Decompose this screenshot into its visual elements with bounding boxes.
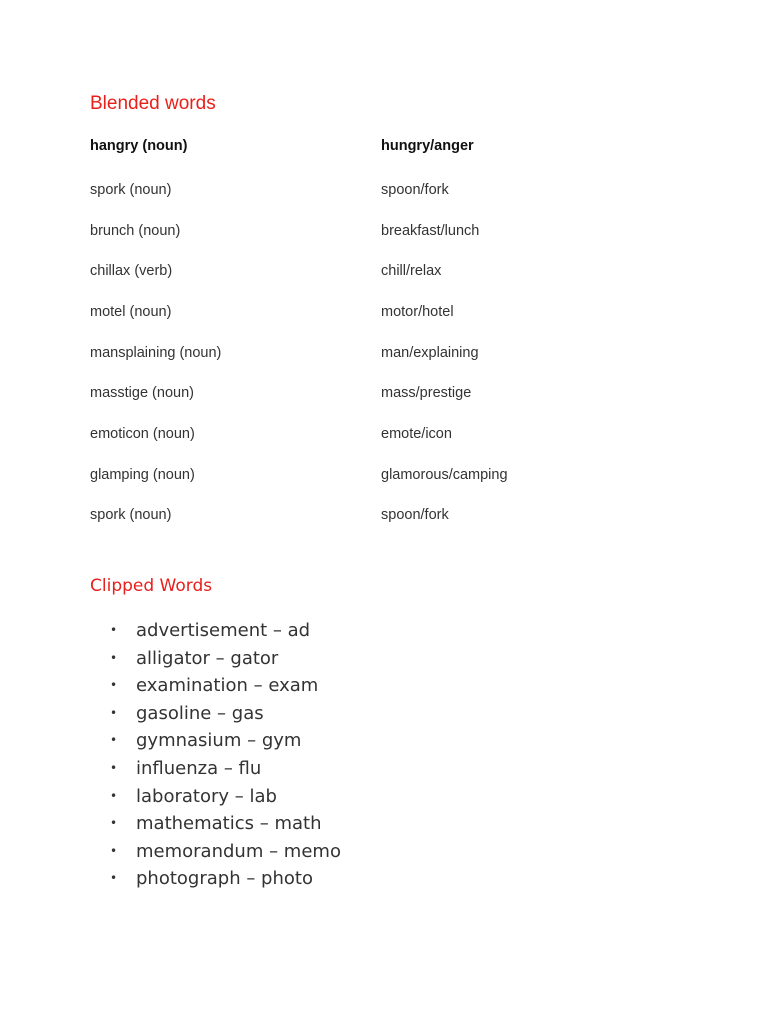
bullet-icon: • [110, 760, 118, 775]
table-row [90, 302, 650, 322]
bullet-icon: • [110, 816, 118, 831]
clipped-words-heading: Clipped Words [90, 576, 213, 596]
table-row [90, 505, 650, 525]
clipped-word: gasoline – gas [136, 702, 264, 724]
bullet-icon: • [110, 871, 118, 886]
bullet-icon: • [110, 678, 118, 693]
clipped-word: influenza – flu [136, 757, 262, 779]
blend-source: man/explaining [381, 345, 479, 361]
table-row [90, 383, 650, 403]
blend-source: motor/hotel [381, 304, 454, 320]
blend-word: motel (noun) [90, 304, 172, 320]
bullet-icon: • [110, 733, 118, 748]
blend-word: emoticon (noun) [90, 426, 195, 442]
blend-word: spork (noun) [90, 507, 172, 523]
blend-source: spoon/fork [381, 507, 449, 523]
table-row [90, 221, 650, 241]
bullet-icon: • [110, 788, 118, 803]
blend-source: mass/prestige [381, 385, 472, 401]
table-row [90, 465, 650, 485]
blend-word: mansplaining (noun) [90, 345, 222, 361]
blend-source: chill/relax [381, 263, 442, 279]
blend-word: spork (noun) [90, 182, 172, 198]
clipped-word: mathematics – math [136, 813, 322, 835]
table-header-row [90, 136, 650, 156]
blend-source: spoon/fork [381, 182, 449, 198]
clipped-word: advertisement – ad [136, 620, 311, 641]
header-word: hangry (noun) [90, 138, 188, 154]
clipped-word: laboratory – lab [136, 785, 277, 807]
blend-word: glamping (noun) [90, 467, 195, 483]
table-row [90, 180, 650, 200]
bullet-icon: • [110, 623, 118, 637]
table-row [90, 261, 650, 281]
bullet-icon: • [110, 705, 118, 720]
blend-source: glamorous/camping [381, 467, 508, 483]
clipped-word: examination – exam [136, 675, 319, 697]
blended-words-heading: Blended words [90, 93, 216, 114]
bullet-icon: • [110, 843, 118, 858]
bullet-icon: • [110, 650, 118, 665]
table-row [90, 343, 650, 363]
blend-word: masstige (noun) [90, 385, 194, 401]
clipped-word: photograph – photo [136, 868, 313, 890]
blend-source: breakfast/lunch [381, 223, 480, 239]
blend-source: emote/icon [381, 426, 452, 442]
clipped-word: alligator – gator [136, 647, 279, 669]
blend-word: brunch (noun) [90, 223, 181, 239]
clipped-word: gymnasium – gym [136, 730, 302, 752]
blend-word: chillax (verb) [90, 263, 173, 279]
table-row [90, 424, 650, 444]
clipped-word: memorandum – memo [136, 840, 341, 862]
header-source: hungry/anger [381, 138, 474, 154]
